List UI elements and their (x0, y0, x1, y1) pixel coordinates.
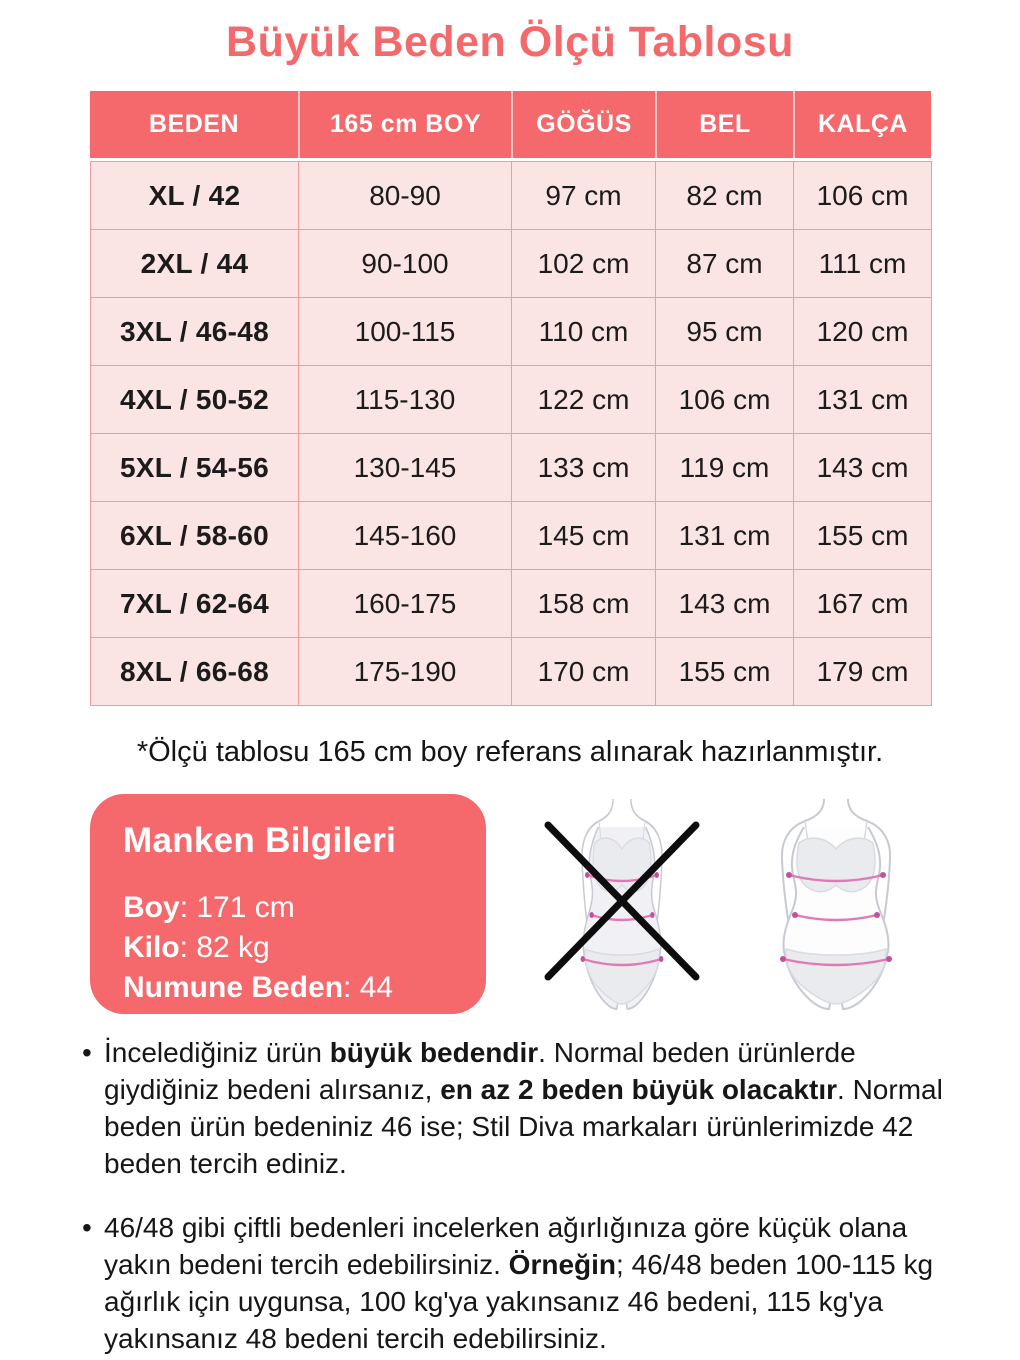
table-cell: 95 cm (656, 298, 794, 366)
page-title: Büyük Beden Ölçü Tablosu (226, 18, 794, 66)
table-row (91, 298, 932, 366)
table-row (91, 162, 932, 230)
table-cell: 158 cm (512, 570, 656, 638)
size-cell: 8XL / 66-68 (91, 638, 299, 706)
size-cell: 4XL / 50-52 (91, 366, 299, 434)
model-height-line: Boy: 171 cm (123, 891, 295, 924)
slim-body-silhouette-icon (524, 795, 720, 1010)
table-footnote: *Ölçü tablosu 165 cm boy referans alınarak hazırlanmıştır. (136, 736, 884, 768)
table-cell: 167 cm (794, 570, 932, 638)
size-cell: 2XL / 44 (91, 230, 299, 298)
header-cell-kalca: KALÇA (793, 91, 931, 158)
table-cell: 87 cm (656, 230, 794, 298)
table-cell: 115-130 (299, 366, 512, 434)
table-cell: 102 cm (512, 230, 656, 298)
table-cell: 155 cm (656, 638, 794, 706)
table-row (91, 230, 932, 298)
table-cell: 80-90 (299, 162, 512, 230)
table-row (91, 434, 932, 502)
table-row (91, 502, 932, 570)
table-cell: 106 cm (794, 162, 932, 230)
table-cell: 170 cm (512, 638, 656, 706)
table-cell: 82 cm (656, 162, 794, 230)
size-table-header (90, 91, 931, 158)
plus-body-figure (738, 795, 934, 1010)
table-row (91, 570, 932, 638)
table-cell: 119 cm (656, 434, 794, 502)
table-cell: 97 cm (512, 162, 656, 230)
table-cell: 133 cm (512, 434, 656, 502)
table-cell: 120 cm (794, 298, 932, 366)
table-cell: 179 cm (794, 638, 932, 706)
slim-body-figure (524, 795, 720, 1010)
size-cell: 6XL / 58-60 (91, 502, 299, 570)
table-row (91, 366, 932, 434)
table-cell: 160-175 (299, 570, 512, 638)
header-cell-boy: 165 cm BOY (298, 91, 511, 158)
table-cell: 111 cm (794, 230, 932, 298)
size-cell: 5XL / 54-56 (91, 434, 299, 502)
table-cell: 143 cm (794, 434, 932, 502)
model-sample-size-line: Numune Beden: 44 (123, 971, 394, 1004)
body-figures-row (524, 795, 934, 1010)
table-row (91, 638, 932, 706)
header-cell-gogus: GÖĞÜS (511, 91, 655, 158)
table-cell: 110 cm (512, 298, 656, 366)
table-cell: 106 cm (656, 366, 794, 434)
note-item-sizing: • İncelediğiniz ürün büyük bedendir. Normal beden ürünlerde giydiğiniz bedeni alırsanız, en az 2 beden büyük olacaktır. Normal beden ürün bedeniniz 46 ise; Stil Diva markaları ürünlerimizde 42 beden tercih ediniz. (64, 1034, 964, 1182)
header-cell-beden: BEDEN (148, 110, 239, 138)
size-table (90, 91, 931, 706)
plus-body-silhouette-icon (738, 795, 934, 1010)
size-cell: 3XL / 46-48 (91, 298, 299, 366)
notes-list (64, 1034, 964, 1357)
header-cell-bel: BEL (655, 91, 793, 158)
table-cell: 122 cm (512, 366, 656, 434)
size-cell: XL / 42 (91, 162, 299, 230)
table-cell: 131 cm (794, 366, 932, 434)
table-cell: 175-190 (299, 638, 512, 706)
table-cell: 130-145 (299, 434, 512, 502)
table-cell: 145 cm (512, 502, 656, 570)
model-info-title: Manken Bilgileri (123, 821, 397, 860)
table-cell: 100-115 (299, 298, 512, 366)
table-cell: 143 cm (656, 570, 794, 638)
model-weight-line: Kilo: 82 kg (123, 931, 270, 964)
table-cell: 131 cm (656, 502, 794, 570)
size-cell: 7XL / 62-64 (91, 570, 299, 638)
model-info-card (90, 794, 486, 1014)
note-item-double-sizes: • 46/48 gibi çiftli bedenleri incelerken ağırlığınıza göre küçük olana yakın bedeni tercih edebilirsiniz. Örneğin; 46/48 beden 100-115 kg ağırlık için uygunsa, 100 kg'ya yakınsanız 46 bedeni, 115 kg'ya yakınsanız 48 bedeni tercih edebilirsiniz. (64, 1209, 964, 1357)
table-cell: 145-160 (299, 502, 512, 570)
table-cell: 155 cm (794, 502, 932, 570)
size-table-body (90, 161, 932, 706)
table-cell: 90-100 (299, 230, 512, 298)
